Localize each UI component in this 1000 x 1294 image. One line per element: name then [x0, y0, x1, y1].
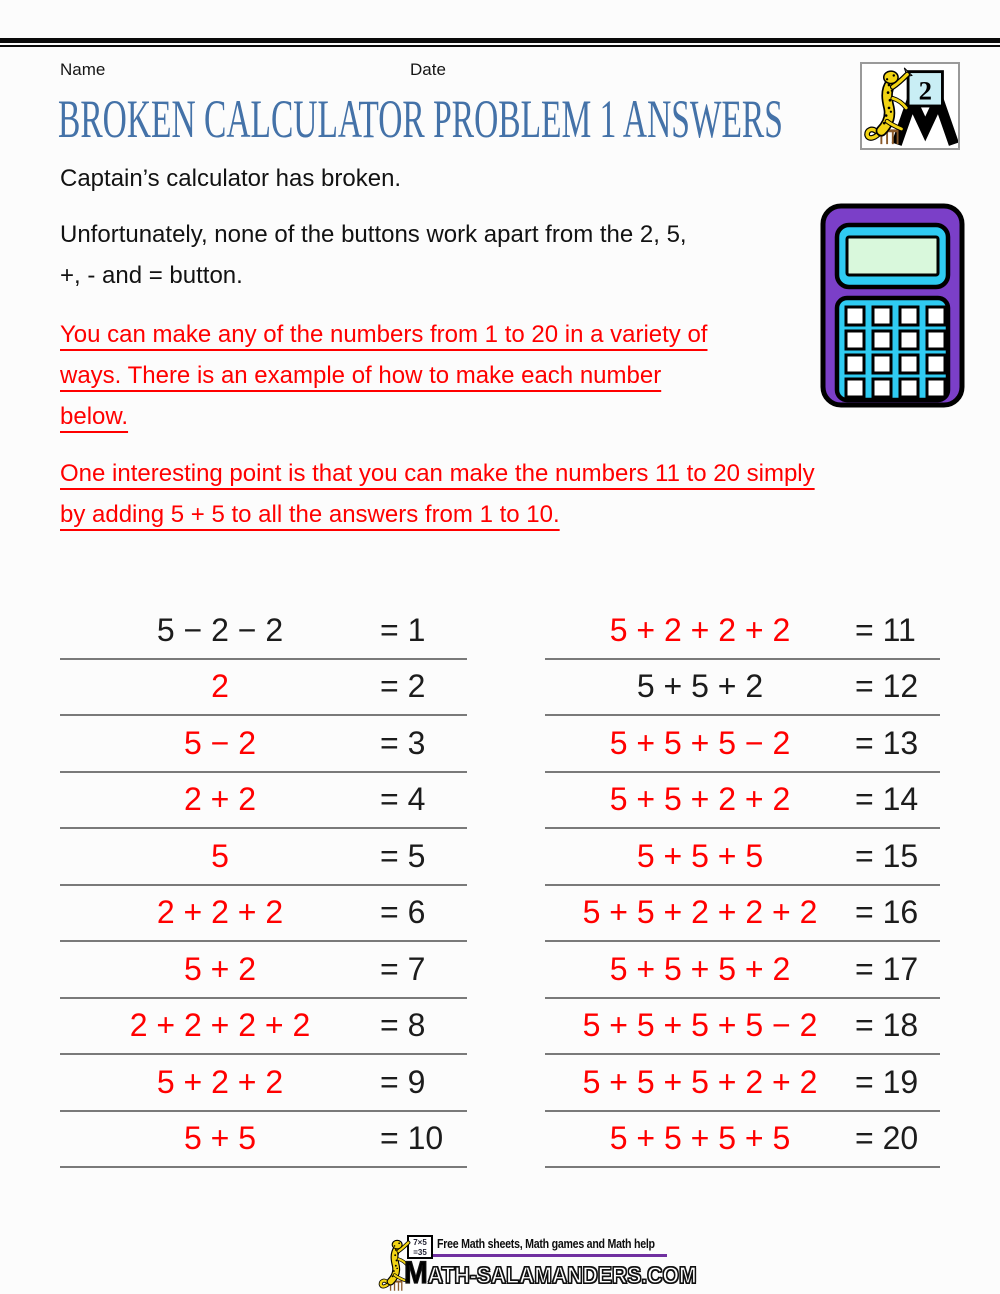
answer-result: = 16 — [855, 894, 919, 931]
intro-paragraph-2 — [60, 214, 687, 296]
answer-row — [545, 1112, 940, 1169]
text-line: ways. There is an example of how to make each number — [60, 362, 662, 389]
answer-row — [545, 773, 940, 830]
answer-expression: 5 + 5 — [183, 1120, 257, 1157]
answer-row — [60, 603, 467, 660]
answer-expression: 5 + 2 + 2 — [156, 1063, 284, 1100]
answer-row — [545, 603, 940, 660]
text-line: by adding 5 + 5 to all the answers from 1 to 10. — [60, 501, 560, 528]
answer-result: = 2 — [380, 668, 426, 705]
top-divider — [0, 38, 1000, 47]
answer-row — [60, 1055, 467, 1112]
answer-row — [60, 716, 467, 773]
answer-row — [545, 999, 940, 1056]
answer-result: = 20 — [855, 1120, 919, 1157]
answer-expression: 5 + 5 + 5 − 2 — [609, 724, 791, 761]
answer-row — [60, 773, 467, 830]
answer-result: = 8 — [380, 1007, 426, 1044]
answer-result: = 6 — [380, 894, 426, 931]
intro-paragraph-3 — [60, 314, 707, 437]
answer-result: = 7 — [380, 950, 426, 987]
answer-result: = 18 — [855, 1007, 919, 1044]
answer-expression: 2 + 2 — [183, 781, 257, 818]
answer-row — [60, 999, 467, 1056]
answer-expression: 5 + 2 + 2 + 2 — [609, 611, 791, 648]
answer-result: = 17 — [855, 950, 919, 987]
text-line: You can make any of the numbers from 1 to 20 in a variety of — [60, 321, 708, 348]
answer-expression: 5 + 5 + 5 + 2 + 2 — [582, 1063, 818, 1100]
answer-expression: 5 — [211, 837, 229, 874]
answer-row — [545, 716, 940, 773]
footer-site-name: MATH-SALAMANDERS.COM — [404, 1255, 697, 1290]
answer-expression: 2 + 2 + 2 — [156, 894, 284, 931]
answer-expression: 5 + 5 + 2 + 2 + 2 — [582, 894, 818, 931]
answer-result: = 13 — [855, 724, 919, 761]
answer-row — [60, 829, 467, 886]
text-line: Unfortunately, none of the buttons work apart from the 2, 5, — [60, 221, 687, 248]
text-line: +, - and = button. — [60, 262, 243, 289]
answer-row — [60, 886, 467, 943]
answer-expression: 2 + 2 + 2 + 2 — [129, 1007, 311, 1044]
answer-expression: 5 − 2 − 2 — [156, 611, 284, 648]
answer-result: = 3 — [380, 724, 426, 761]
answers-table-11-to-20 — [545, 603, 940, 1168]
answer-row — [545, 829, 940, 886]
footer-tagline: Free Math sheets, Math games and Math help — [437, 1237, 655, 1251]
answer-expression: 5 + 5 + 5 + 2 — [609, 950, 791, 987]
answer-expression: 5 + 5 + 5 — [636, 837, 764, 874]
answer-expression: 5 + 5 + 2 — [636, 668, 764, 705]
answer-result: = 10 — [380, 1120, 444, 1157]
answer-result: = 14 — [855, 781, 919, 818]
answer-row — [545, 886, 940, 943]
answer-expression: 5 − 2 — [183, 724, 257, 761]
grade-number: 2 — [918, 75, 932, 106]
answer-result: = 9 — [380, 1063, 426, 1100]
footer-board-line-1: 7×5 — [413, 1238, 427, 1247]
answer-row — [60, 1112, 467, 1169]
answer-result: = 19 — [855, 1063, 919, 1100]
answer-result: = 1 — [380, 611, 426, 648]
answer-expression: 2 — [211, 668, 229, 705]
answer-row — [545, 942, 940, 999]
answer-result: = 4 — [380, 781, 426, 818]
text-line: below. — [60, 403, 129, 430]
text-line: One interesting point is that you can make the numbers 11 to 20 simply — [60, 460, 815, 487]
answer-row — [60, 660, 467, 717]
answer-expression: 5 + 5 + 2 + 2 — [609, 781, 791, 818]
answer-result: = 11 — [855, 611, 916, 648]
calculator-illustration — [820, 203, 965, 413]
answer-row — [545, 660, 940, 717]
answer-expression: 5 + 2 — [183, 950, 257, 987]
answer-row — [545, 1055, 940, 1112]
page-title: BROKEN CALCULATOR PROBLEM 1 ANSWERS — [58, 89, 783, 149]
calculator-icon — [820, 203, 965, 408]
answer-expression: 5 + 5 + 5 + 5 − 2 — [582, 1007, 818, 1044]
calculator-display — [847, 237, 938, 275]
name-label: Name — [60, 60, 106, 79]
intro-paragraph-4 — [60, 453, 815, 535]
answer-expression: 5 + 5 + 5 + 5 — [609, 1120, 791, 1157]
answer-row — [60, 942, 467, 999]
answer-result: = 5 — [380, 837, 426, 874]
answers-table-1-to-10 — [60, 603, 467, 1168]
intro-paragraph-1 — [60, 158, 401, 199]
text-line: Captain’s calculator has broken. — [60, 165, 402, 192]
footer-board-line-2: =35 — [413, 1248, 427, 1257]
answer-result: = 12 — [855, 668, 919, 705]
answer-result: = 15 — [855, 837, 919, 874]
date-label: Date — [410, 60, 446, 79]
